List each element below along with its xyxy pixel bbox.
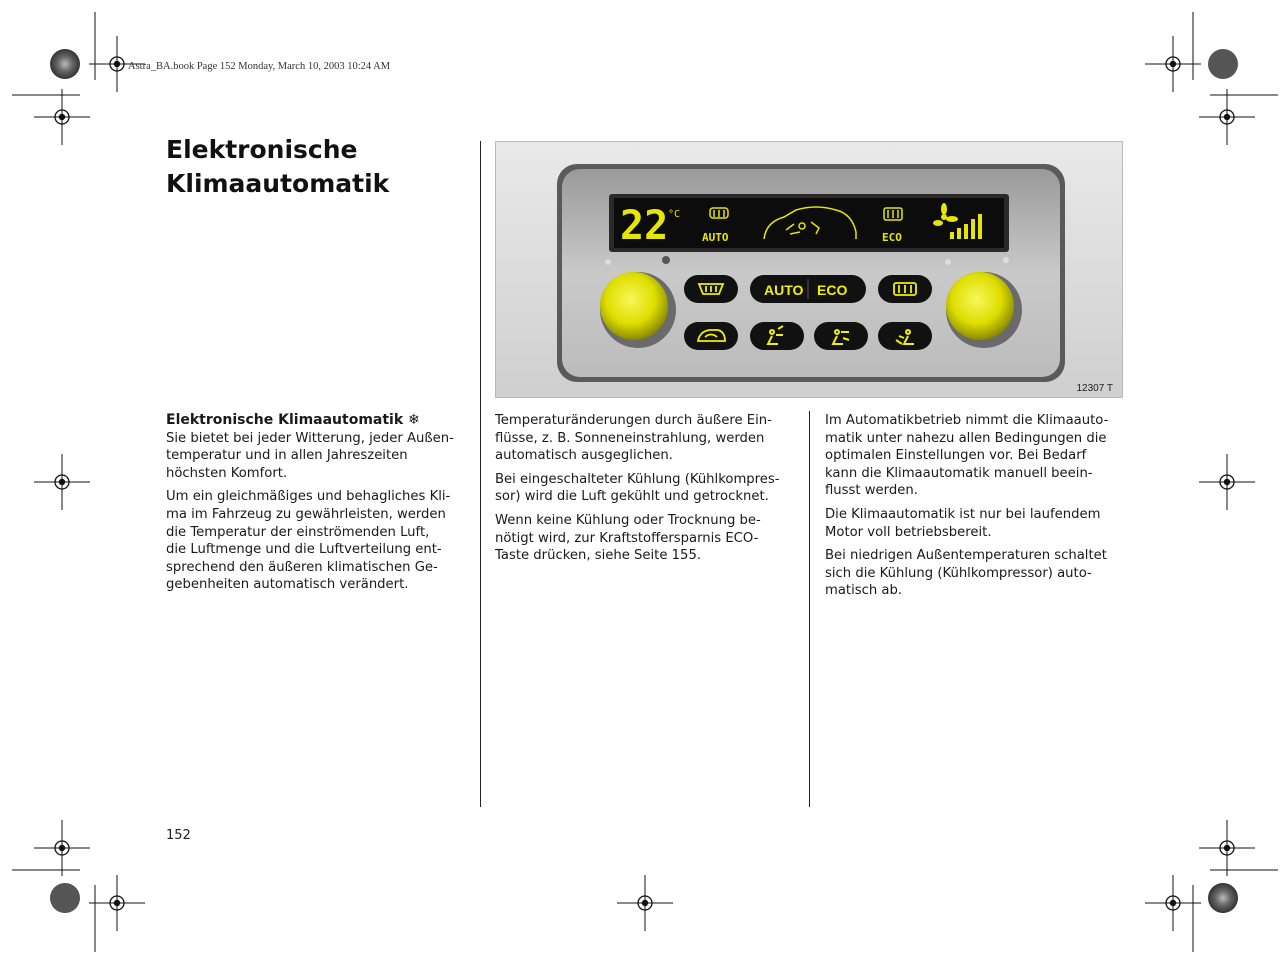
paragraph bbox=[825, 506, 1125, 541]
text-line: kann die Klimaautomatik manuell beein- bbox=[825, 465, 1093, 481]
text-line: automatisch ausgeglichen. bbox=[495, 448, 673, 464]
text-line: Um ein gleichmäßiges und behagliches Kli- bbox=[166, 489, 451, 505]
lcd-eco-label: ECO bbox=[882, 231, 902, 244]
text-line: die Luftmenge und die Luftverteilung ent- bbox=[166, 542, 442, 558]
text-line: sprechend den äußeren klimatischen Ge- bbox=[166, 559, 438, 575]
text-line: gebenheiten automatisch verändert. bbox=[166, 577, 409, 593]
text-line: Taste drücken, siehe Seite 155. bbox=[495, 548, 702, 564]
recirculation-button[interactable] bbox=[684, 322, 738, 350]
text-line: höchsten Komfort. bbox=[166, 465, 288, 481]
text-line: sich die Kühlung (Kühlkompressor) auto- bbox=[825, 565, 1092, 581]
paragraph bbox=[825, 547, 1125, 600]
crosshair-icon bbox=[1199, 454, 1255, 510]
climate-panel-figure bbox=[495, 141, 1123, 398]
registration-circle-icon bbox=[50, 49, 80, 79]
text-line: Motor voll betriebsbereit. bbox=[825, 524, 992, 540]
title-line: Klimaautomatik bbox=[166, 169, 390, 198]
crosshair-icon bbox=[1199, 89, 1255, 145]
registration-circle-icon bbox=[1208, 49, 1238, 79]
text-line: Die Klimaautomatik ist nur bei laufendem bbox=[825, 506, 1101, 522]
crosshair-icon bbox=[34, 89, 90, 145]
crosshair-icon bbox=[617, 875, 673, 931]
auto-button[interactable]: AUTO bbox=[764, 282, 804, 298]
middle-column bbox=[495, 412, 795, 571]
temperature-knob[interactable] bbox=[600, 272, 668, 340]
crosshair-icon bbox=[1199, 820, 1255, 876]
eco-button[interactable]: ECO bbox=[817, 282, 848, 298]
registration-circle-icon bbox=[1208, 883, 1238, 913]
text-line: nötigt wird, zur Kraftstoffersparnis ECO- bbox=[495, 530, 759, 546]
paragraph bbox=[495, 471, 795, 506]
figure-number: 12307 T bbox=[1076, 383, 1113, 394]
lcd-auto-label: AUTO bbox=[702, 231, 729, 244]
text-line: die Temperatur der einströmenden Luft, bbox=[166, 524, 430, 540]
paragraph bbox=[166, 430, 466, 483]
text-line: temperatur und in allen Jahreszeiten bbox=[166, 448, 408, 464]
lcd-temperature: 22 bbox=[620, 203, 669, 249]
climate-panel-illustration bbox=[496, 142, 1122, 397]
paragraph bbox=[495, 512, 795, 565]
right-column bbox=[825, 412, 1125, 606]
registration-circle-icon bbox=[50, 883, 80, 913]
text-line: Sie bietet bei jeder Witterung, jeder Außen- bbox=[166, 430, 454, 446]
text-line: flusst werden. bbox=[825, 483, 918, 499]
column-divider bbox=[480, 141, 481, 807]
title-line: Elektronische bbox=[166, 135, 358, 164]
text-line: ma im Fahrzeug zu gewährleisten, werden bbox=[166, 506, 446, 522]
paragraph bbox=[495, 412, 795, 465]
section-heading: Elektronische Klimaautomatik ❄ bbox=[166, 412, 420, 428]
print-slug: Astra_BA.book Page 152 Monday, March 10, 2003 10:24 AM bbox=[128, 61, 391, 72]
left-column bbox=[166, 412, 466, 600]
text-line: matisch ab. bbox=[825, 583, 903, 599]
crosshair-icon bbox=[34, 820, 90, 876]
text-line: Temperaturänderungen durch äußere Ein- bbox=[495, 413, 772, 428]
airflow-middle-button[interactable] bbox=[814, 322, 868, 350]
text-line: matik unter nahezu allen Bedingungen die bbox=[825, 430, 1107, 446]
crosshair-icon bbox=[89, 875, 145, 931]
paragraph bbox=[166, 488, 466, 594]
text-line: Bei niedrigen Außentemperaturen schaltet bbox=[825, 548, 1107, 564]
lcd-unit: °C bbox=[668, 209, 681, 220]
column-divider bbox=[809, 411, 810, 807]
text-line: Im Automatikbetrieb nimmt die Klimaauto- bbox=[825, 413, 1109, 428]
text-line: Wenn keine Kühlung oder Trocknung be- bbox=[495, 512, 761, 528]
paragraph bbox=[825, 412, 1125, 500]
fan-speed-knob[interactable] bbox=[946, 272, 1014, 340]
text-line: sor) wird die Luft gekühlt und getrocknet. bbox=[495, 489, 769, 505]
text-line: flüsse, z. B. Sonneneinstrahlung, werden bbox=[495, 430, 765, 446]
page-title bbox=[166, 133, 466, 201]
page-number: 152 bbox=[166, 828, 191, 843]
text-line: optimalen Einstellungen vor. Bei Bedarf bbox=[825, 448, 1087, 464]
crosshair-icon bbox=[34, 454, 90, 510]
airflow-down-button[interactable] bbox=[878, 322, 932, 350]
text-line: Bei eingeschalteter Kühlung (Kühlkompres- bbox=[495, 471, 780, 487]
